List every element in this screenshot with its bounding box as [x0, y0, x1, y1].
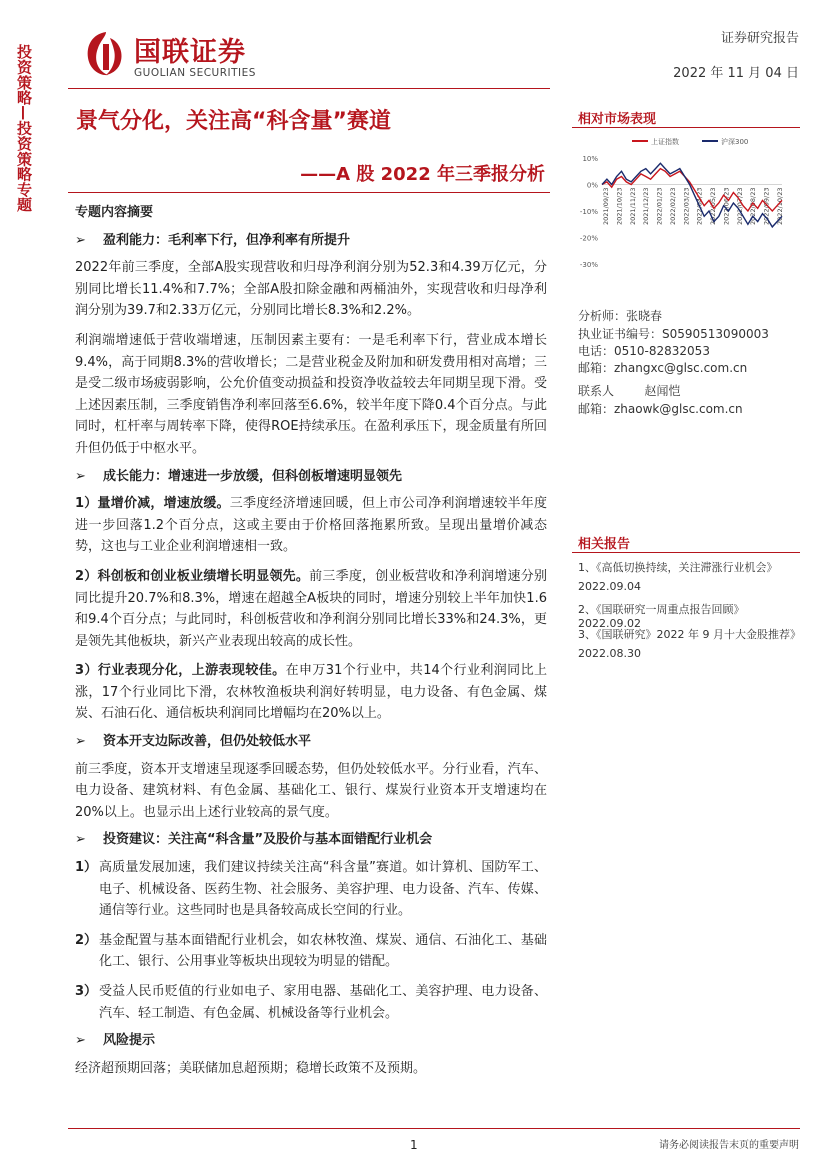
logo-chinese-name: 国联证券	[134, 37, 246, 68]
arrow-icon: ➢	[75, 1033, 86, 1049]
page-number: 1	[410, 1138, 418, 1152]
logo-english-name: GUOLIAN SECURITIES	[134, 67, 256, 79]
y-tick-label: -20%	[579, 234, 598, 243]
arrow-icon: ➢	[75, 468, 86, 484]
paragraph-revenue: 2022年前三季度，全部A股实现营收和归母净利润分别为52.3和4.39万亿元，分别同比增长11.4%和7.7%；全部A股扣除金融和两桶油外，实现营收和归母净利润分别为39.7和2.33万亿元，分别同比增长8.3%和2.2%。	[75, 260, 547, 319]
report-subtitle: ——A 股 2022 年三季报分析	[300, 164, 545, 185]
x-tick-label: 2022/06/23	[722, 187, 731, 225]
y-tick-label: -10%	[579, 208, 598, 216]
arrow-icon: ➢	[75, 232, 86, 248]
x-tick-label: 2021/09/23	[602, 187, 610, 225]
x-tick-label: 2022/03/23	[682, 187, 691, 225]
paragraph-volume-price	[75, 493, 547, 558]
report-title: 2、《国联研究一周重点报告回顾》2022.09.02	[578, 603, 745, 630]
x-tick-label: 2021/12/23	[642, 187, 651, 225]
paragraph-star-market	[75, 566, 547, 652]
x-tick-label: 2022/02/23	[668, 187, 677, 225]
advice-number: 3）	[75, 984, 98, 999]
bullet-text: 投资建议：关注高“科含量”及股价与基本面错配行业机会	[103, 832, 433, 848]
report-title: 1、《高低切换持续，关注滞涨行业机会》	[578, 561, 778, 574]
related-report-date-1: 2022.09.04	[578, 580, 641, 593]
x-tick-label: 2022/01/23	[655, 187, 664, 225]
contact-email: 邮箱：zhaowk@glsc.com.cn	[578, 402, 743, 416]
x-tick-label: 2022/08/23	[749, 187, 758, 225]
bullet-risk	[75, 1030, 547, 1052]
paragraph-margin: 利润端增速低于营收端增速，压制因素主要有：一是毛利率下行，营业成本增长9.4%，高于同期8.3%的营收增长；二是营业税金及附加和研发费用相对高增；三是受二级市场疲弱影响，公允价值变动损益和投资净收益较去年同期呈现下滑。受上述因素压制，三季度销售净利率回落至6.6%，较半年度下降0.4个百分点。与此同时，杠杆率与周转率下降，使得ROE持续承压。在盈利承压下，现金质量有所回升但仍低于中枢水平。	[75, 332, 547, 456]
y-tick-label: 0%	[586, 181, 598, 190]
footer-divider	[68, 1128, 800, 1129]
advice-text: 基金配置与基本面错配行业机会，如农林牧渔、煤炭、通信、石油化工、基础化工、银行、公用事业等板块出现较为明显的错配。	[99, 932, 547, 970]
document-type: 证券研究报告	[720, 31, 799, 46]
advice-number: 1）	[75, 860, 98, 876]
paragraph-text: 前三季度，创业板营收和净利润增速分别同比提升20.7%和8.3%，增速在超越全A板块的同时，增速分别较上半年加快1.6和9.4个百分点；与此同时，科创板营收和净利润分别同比增长33%和24.3%，更是领先其他板块，新兴产业表现出较高的成长性。	[75, 568, 547, 649]
bullet-text: 盈利能力：毛利率下行，但净利率有所提升	[103, 232, 351, 248]
header-divider	[68, 88, 550, 89]
y-tick-label: 10%	[582, 155, 598, 163]
paragraph-industry	[75, 660, 547, 725]
title-divider	[68, 192, 550, 193]
analyst-phone: 电话：0510-82832053	[578, 344, 710, 358]
arrow-icon: ➢	[75, 832, 86, 848]
advice-item	[75, 857, 547, 922]
paragraph-text: 在申万31个行业中，共14个行业利润同比上涨，17个行业同比下滑，农林牧渔板块利润好转明显，电力设备、有色金属、煤炭、石油石化、通信板块利润同比增幅均在20%以上。	[75, 663, 547, 722]
legend-label: 上证指数	[651, 138, 679, 146]
summary-title: 专题内容摘要	[75, 205, 154, 220]
market-chart-svg	[572, 132, 800, 272]
x-tick-label: 2021/11/23	[628, 187, 637, 225]
related-report-3[interactable]	[578, 626, 800, 642]
bullet-growth	[75, 466, 547, 488]
paragraph-risk: 经济超预期回落；美联储加息超预期；稳增长政策不及预期。	[75, 1060, 427, 1076]
related-report-date-3: 2022.08.30	[578, 647, 641, 660]
paragraph-lead: 1）量增价减，增速放缓。	[75, 496, 230, 512]
sidebar-category-text: 投资策略—投资策略专题	[15, 44, 33, 213]
arrow-icon: ➢	[75, 734, 86, 750]
analyst-cert: 执业证书编号：S0590513090003	[578, 327, 769, 341]
x-tick-label: 2021/10/23	[615, 187, 624, 225]
company-logo-icon	[84, 28, 128, 78]
x-tick-label: 2022/10/23	[776, 187, 784, 225]
paragraph-capex: 前三季度，资本开支增速呈现逐季回暖态势，但仍处较低水平。分行业看，汽车、电力设备、建筑材料、有色金属、基础化工、银行、煤炭行业资本开支增速均在20%以上。也显示出上述行业较高的景气度。	[75, 761, 547, 820]
sidebar	[0, 0, 40, 1169]
summary-body	[75, 202, 547, 1079]
x-tick-label: 2022/09/23	[762, 187, 771, 225]
advice-item	[75, 981, 547, 1024]
bullet-advice	[75, 829, 547, 851]
related-report-1[interactable]	[578, 559, 800, 575]
bullet-text: 资本开支边际改善，但仍处较低水平	[103, 734, 312, 750]
legend-label: 沪深300	[721, 138, 749, 146]
paragraph-lead: 2）科创板和创业板业绩增长明显领先。	[75, 568, 310, 584]
advice-text: 受益人民币贬值的行业如电子、家用电器、基础化工、美容护理、电力设备、汽车、轻工制造、有色金属、机械设备等行业机会。	[99, 984, 547, 1021]
market-performance-title: 相对市场表现	[578, 112, 657, 127]
bullet-profitability	[75, 230, 547, 252]
paragraph-text: 三季度经济增速回暖，但上市公司净利润增速较半年度进一步回落1.2个百分点，这或主要由于价格回落拖累所致。呈现出量增价减态势，这也与工业企业利润增速相一致。	[75, 496, 547, 555]
bullet-text: 风险提示	[103, 1033, 156, 1049]
x-tick-label: 2022/07/23	[735, 187, 744, 225]
report-title: 景气分化，关注高“科含量”赛道	[76, 109, 391, 134]
x-tick-label: 2022/05/23	[709, 187, 718, 225]
advice-item	[75, 930, 547, 973]
related-divider	[572, 552, 800, 553]
y-tick-label: -30%	[579, 261, 598, 269]
analyst-name: 分析师：张晓春	[578, 309, 663, 323]
bullet-text: 成长能力：增速进一步放缓，但科创板增速明显领先	[103, 468, 403, 484]
market-chart	[572, 132, 800, 272]
report-date: 2022 年 11 月 04 日	[673, 66, 799, 81]
advice-text: 高质量发展加速，我们建议持续关注高“科含量”赛道。如计算机、国防军工、电子、机械设备、医药生物、社会服务、美容护理、电力设备、汽车、传媒、通信等行业。这些同时也是具备较高成长空间的行业。	[99, 860, 547, 919]
bullet-capex	[75, 731, 547, 753]
market-divider	[572, 127, 800, 128]
related-reports-title: 相关报告	[578, 537, 631, 552]
analyst-email: 邮箱：zhangxc@glsc.com.cn	[578, 361, 748, 375]
advice-number: 2）	[75, 932, 98, 948]
x-tick-label: 2022/04/23	[695, 187, 704, 225]
contact-name: 联系人 赵闻恺	[578, 384, 681, 398]
report-title: 3、《国联研究》2022 年 9 月十大金股推荐》	[578, 628, 801, 641]
paragraph-lead: 3）行业表现分化，上游表现较佳。	[75, 663, 286, 679]
disclaimer: 请务必阅读报告末页的重要声明	[659, 1140, 799, 1151]
